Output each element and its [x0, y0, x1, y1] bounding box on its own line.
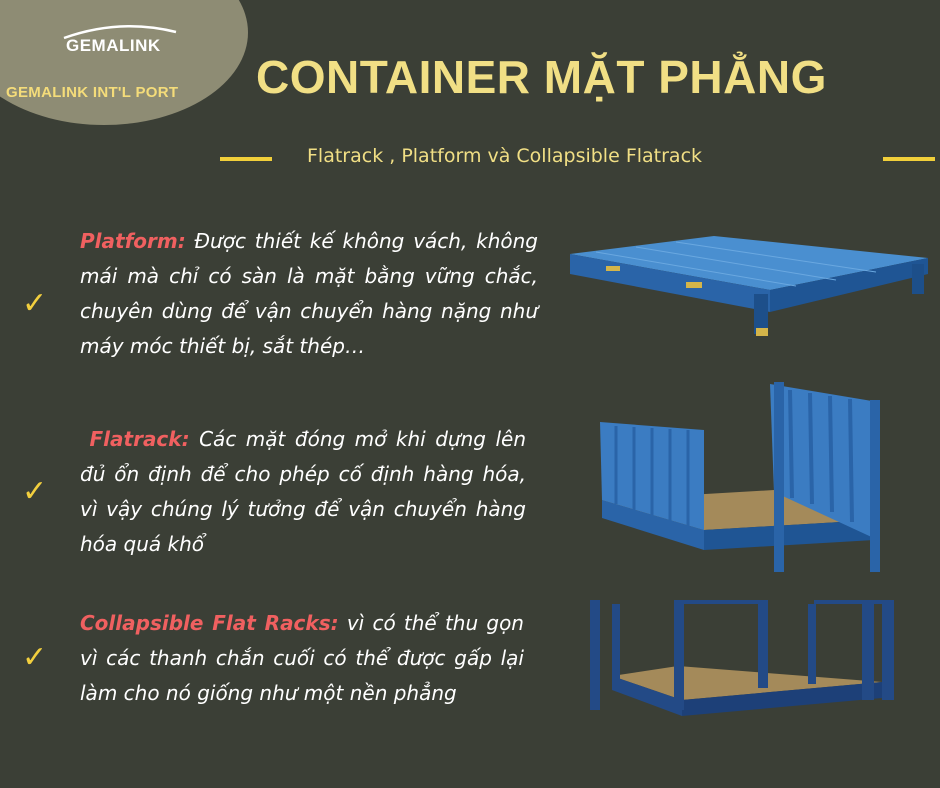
flatrack-label: Flatrack:: [89, 427, 190, 451]
collapsible-label: Collapsible Flat Racks:: [80, 611, 339, 635]
page-subtitle: Flatrack , Platform và Collapsible Flatrack: [307, 145, 703, 167]
check-icon: ✓: [22, 286, 48, 321]
subtitle-left-line: [220, 157, 272, 161]
flatrack-container-image: [594, 380, 884, 580]
collapsible-text: vì có thể thu gọn vì các thanh chắn cuối có thể được gấp lại làm cho nó giống như một nền phẳng: [80, 611, 524, 705]
collapsible-flatrack-image: [582, 596, 918, 734]
flatrack-description: [80, 422, 526, 562]
platform-description: [80, 224, 538, 364]
logo-tagline: GEMALINK INT'L PORT: [6, 84, 179, 101]
subtitle-right-line: [883, 157, 935, 161]
flatrack-text: Các mặt đóng mở khi dựng lên đủ ổn định để cho phép cố định hàng hóa, vì vậy chúng lý tưởng để vận chuyển hàng hóa quá khổ: [80, 427, 526, 556]
logo-brand: GEMALINK: [66, 36, 161, 55]
platform-text: Được thiết kế không vách, không mái mà chỉ có sàn là mặt bằng vững chắc, chuyên dùng để vận chuyển hàng nặng như máy móc thiết bị, sắt thép…: [80, 229, 538, 358]
platform-label: Platform:: [80, 229, 186, 253]
platform-container-image: [566, 228, 930, 346]
logo-backdrop: [0, 0, 248, 125]
check-icon: ✓: [22, 640, 48, 675]
page-title: CONTAINER MẶT PHẲNG: [256, 51, 827, 103]
check-icon: ✓: [22, 474, 48, 509]
collapsible-description: [80, 606, 524, 711]
